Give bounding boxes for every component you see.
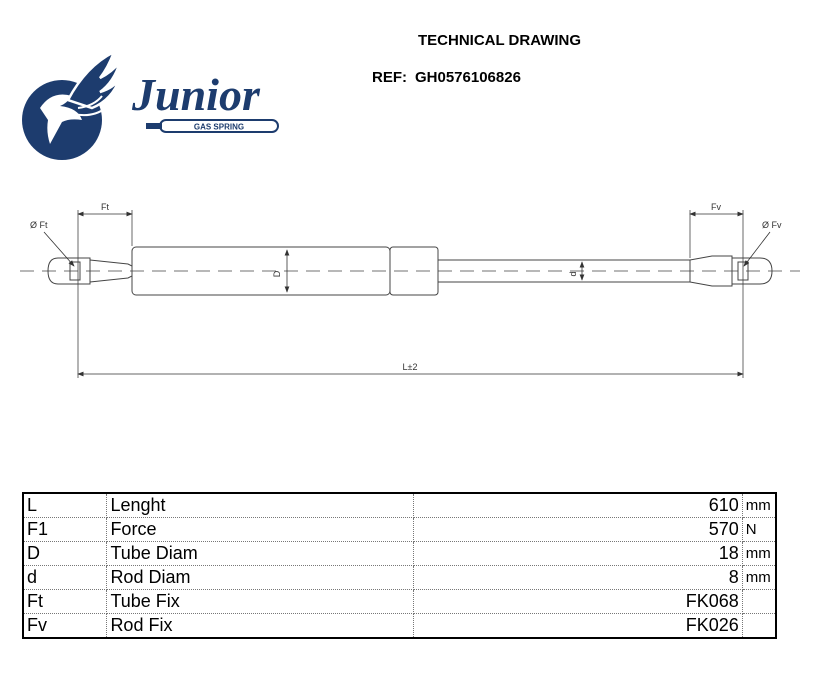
- label-phi-fv: Ø Fv: [762, 220, 782, 230]
- table-row: [23, 493, 776, 518]
- label-phi-ft: Ø Ft: [30, 220, 48, 230]
- label-ft: Ft: [101, 202, 109, 212]
- logo-tagline-text: GAS SPRING: [193, 122, 245, 132]
- logo-brand-text: Junior: [132, 69, 260, 120]
- table-row: [23, 614, 776, 639]
- spec-value: 570: [414, 518, 743, 542]
- spec-name: Force: [107, 518, 414, 542]
- ref-value: GH0576106826: [415, 69, 521, 86]
- table-row: [23, 518, 776, 542]
- label-fv: Fv: [711, 202, 721, 212]
- spec-unit: N: [742, 518, 776, 542]
- spec-symbol: Fv: [23, 614, 107, 639]
- spec-symbol: d: [23, 566, 107, 590]
- ref-label: REF:: [372, 69, 407, 86]
- spec-value: 18: [414, 542, 743, 566]
- spec-name: Rod Fix: [107, 614, 414, 639]
- table-row: [23, 566, 776, 590]
- spec-unit: mm: [742, 542, 776, 566]
- spec-symbol: F1: [23, 518, 107, 542]
- spec-unit: mm: [742, 566, 776, 590]
- spec-name: Rod Diam: [107, 566, 414, 590]
- spec-unit: mm: [742, 493, 776, 518]
- spec-name: Lenght: [107, 493, 414, 518]
- spec-value: 610: [414, 493, 743, 518]
- label-rod-diam: d: [568, 271, 578, 277]
- label-tube-diam: D: [272, 270, 282, 278]
- eagle-emblem-icon: [22, 52, 120, 160]
- spec-symbol: Ft: [23, 590, 107, 614]
- technical-drawing: [0, 190, 824, 390]
- reference: [372, 69, 521, 86]
- table-row: [23, 590, 776, 614]
- spec-table: [22, 492, 777, 639]
- spec-value: FK068: [414, 590, 743, 614]
- table-row: [23, 542, 776, 566]
- page-title: TECHNICAL DRAWING: [418, 32, 582, 49]
- spec-value: 8: [414, 566, 743, 590]
- spec-symbol: L: [23, 493, 107, 518]
- spec-value: FK026: [414, 614, 743, 639]
- piston-rod: [438, 260, 690, 282]
- spec-unit: [742, 614, 776, 639]
- spec-symbol: D: [23, 542, 107, 566]
- spec-unit: [742, 590, 776, 614]
- spec-name: Tube Diam: [107, 542, 414, 566]
- junior-logo: [20, 48, 300, 166]
- spec-name: Tube Fix: [107, 590, 414, 614]
- label-length: L±2: [402, 362, 418, 372]
